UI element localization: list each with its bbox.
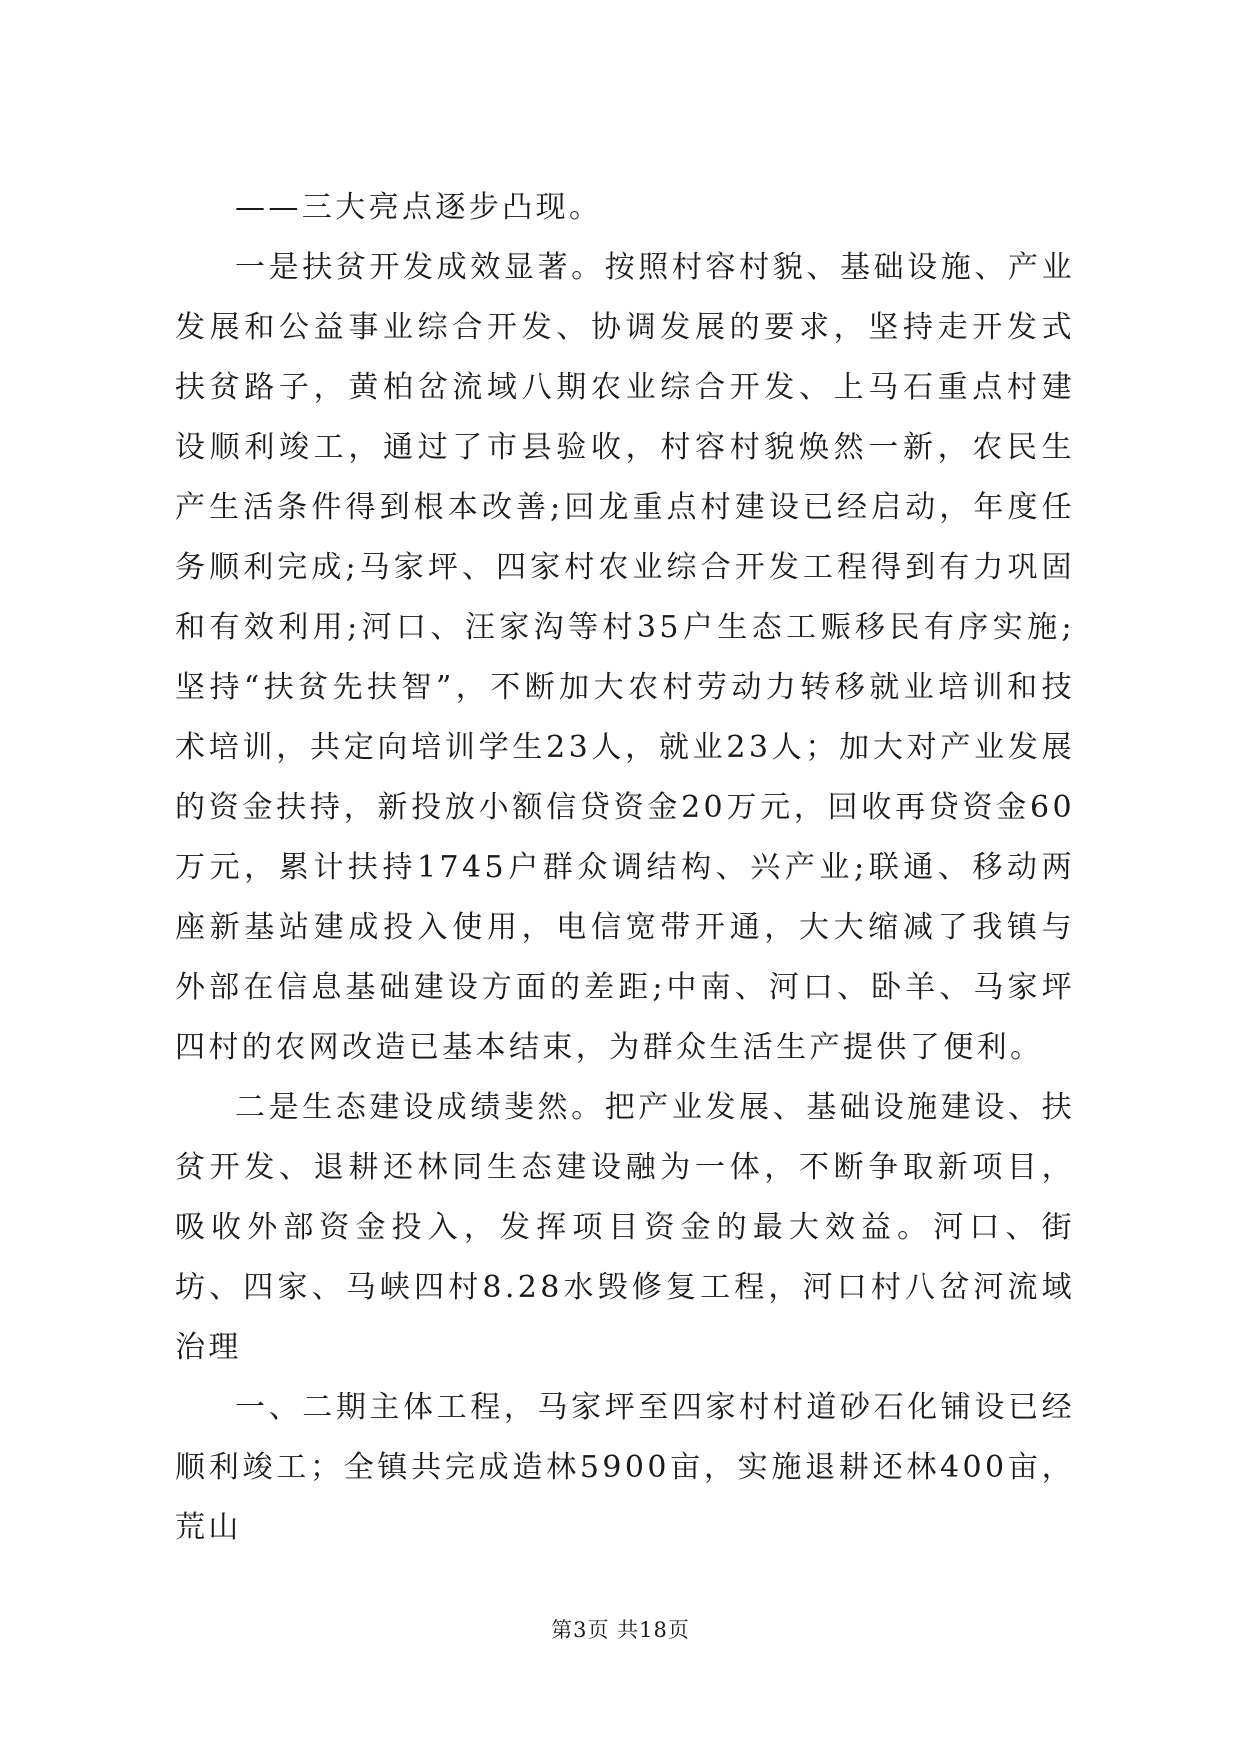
document-body [175, 178, 1075, 1558]
paragraph-phase-projects: 一、二期主体工程，马家坪至四家村村道砂石化铺设已经顺利竣工；全镇共完成造林5900亩，实施退耕还林400亩，荒山 [175, 1390, 1075, 1545]
paragraph-ecological-construction: 二是生态建设成绩斐然。把产业发展、基础设施建设、扶贫开发、退耕还林同生态建设融为一体，不断争取新项目，吸收外部资金投入，发挥项目资金的最大效益。河口、街坊、四家、马峡四村8.28水毁修复工程，河口村八岔河流域治理 [175, 1090, 1075, 1365]
paragraph-poverty-alleviation: 一是扶贫开发成效显著。按照村容村貌、基础设施、产业发展和公益事业综合开发、协调发展的要求，坚持走开发式扶贫路子，黄柏岔流域八期农业综合开发、上马石重点村建设顺利竣工，通过了市县验收，村容村貌焕然一新，农民生产生活条件得到根本改善;回龙重点村建设已经启动，年度任务顺利完成;马家坪、四家村农业综合开发工程得到有力巩固和有效利用;河口、汪家沟等村35户生态工赈移民有序实施;坚持“扶贫先扶智”，不断加大农村劳动力转移就业培训和技术培训，共定向培训学生23人，就业23人；加大对产业发展的资金扶持，新投放小额信贷资金20万元，回收再贷资金60万元，累计扶持1745户群众调结构、兴产业;联通、移动两座新基站建成投入使用，电信宽带开通，大大缩减了我镇与外部在信息基础建设方面的差距;中南、河口、卧羊、马家坪四村的农网改造已基本结束，为群众生活生产提供了便利。 [175, 250, 1075, 1065]
page-number-footer: 第3页 共18页 [551, 1618, 690, 1642]
paragraph-highlights-heading: ——三大亮点逐步凸现。 [235, 190, 603, 225]
